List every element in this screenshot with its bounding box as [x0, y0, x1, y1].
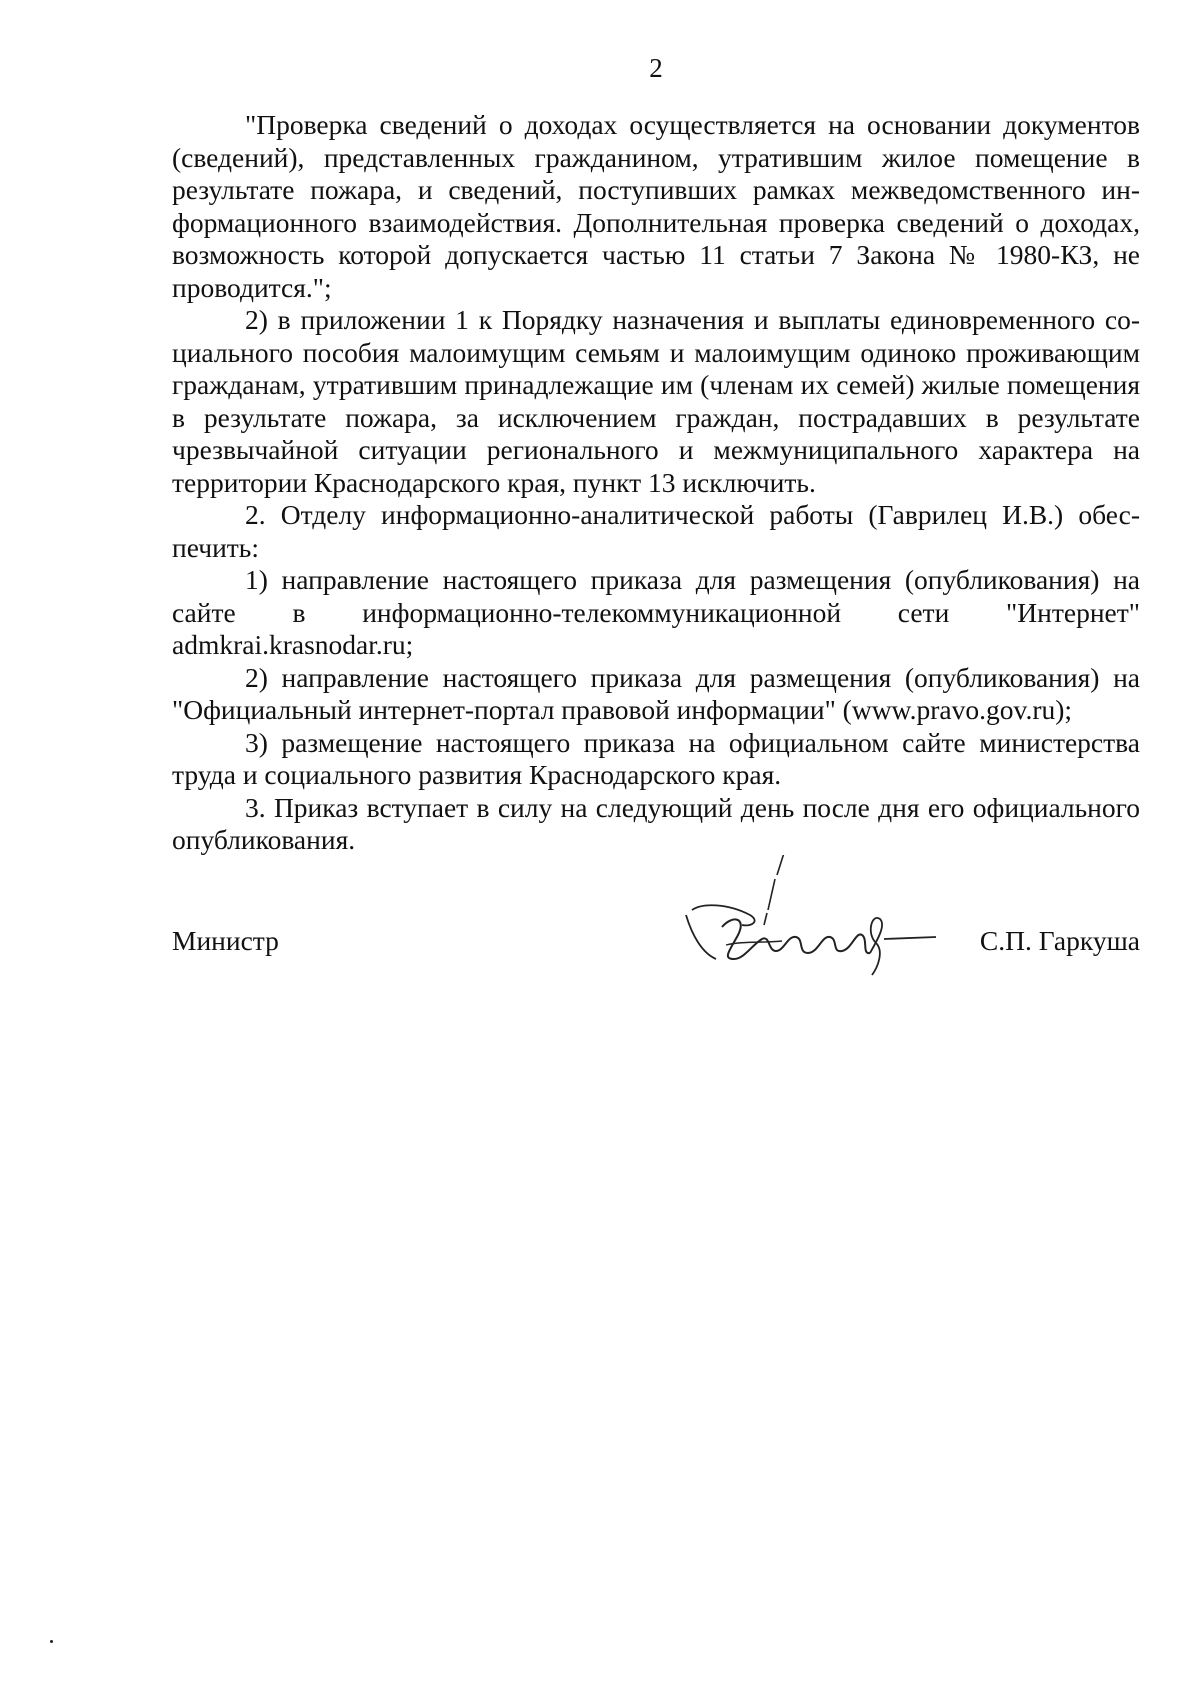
handwritten-signature	[672, 855, 972, 1005]
paragraph-income-check: "Проверка сведений о доходах осуществляется на основании документов (сведений), представленных гражданином, утратившим жилое помещение в результате пожара, и сведений, поступивших рамках межведомственного информационного взаимодействия. Дополнительная проверка сведений о доходах, возможность которой допускается частью 11 статьи 7 Закона № 1980-КЗ, не проводится.";	[172, 109, 1140, 303]
signatory-name: С.П. Гаркуша	[979, 925, 1140, 956]
paragraph-publish-site: 1) направление настоящего приказа для размещения (опубликования) на сайте в информационно-телекоммуникационной сети "Интернет" admkrai.krasnodar.ru;	[172, 564, 1140, 660]
page-number: 2	[649, 53, 663, 83]
document-body	[172, 109, 1140, 857]
paragraph-entry-into-force: 3. Приказ вступает в силу на следующий день после дня его официального опубликования.	[172, 791, 1140, 855]
scan-speck	[50, 1640, 53, 1643]
paragraph-department-duties: 2. Отделу информационно-аналитической работы (Гаврилец И.В.) обеспечить:	[172, 499, 1140, 563]
signatory-title: Министр	[172, 925, 279, 956]
paragraph-appendix-amendment: 2) в приложении 1 к Порядку назначения и выплаты единовременного социального пособия малоимущим семьям и малоимущим одиноко проживающим гражданам, утратившим принадлежащие им (членам их семей) жилые помещения в результате пожара, за исключением граждан, пострадавших в результате чрезвычайной ситуации регионального и межмуниципального характера на территории Краснодарского края, пункт 13 исключить.	[172, 304, 1140, 498]
paragraph-publish-ministry: 3) размещение настоящего приказа на официальном сайте министерства труда и социального развития Краснодарского края.	[172, 726, 1140, 790]
signature-block	[172, 915, 1140, 975]
paragraph-publish-portal: 2) направление настоящего приказа для размещения (опубликования) на "Официальный интернет-портал правовой информации" (www.pravo.gov.ru);	[172, 661, 1140, 725]
